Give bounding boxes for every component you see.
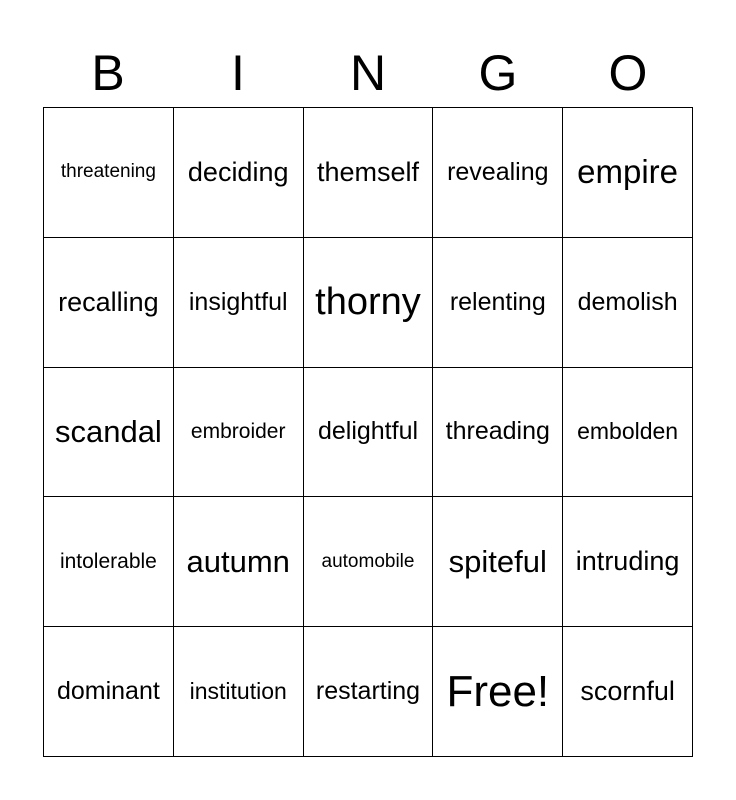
bingo-cell: autumn (174, 497, 304, 627)
header-letter-b: B (91, 45, 125, 101)
bingo-cell: intruding (563, 497, 693, 627)
bingo-cell: threatening (44, 108, 174, 238)
header-letter-o: O (608, 45, 648, 101)
bingo-cell: threading (433, 368, 563, 498)
bingo-card (43, 107, 693, 757)
bingo-cell: dominant (44, 627, 174, 757)
bingo-cell: delightful (304, 368, 434, 498)
header-letter-n: N (349, 45, 387, 101)
bingo-cell: institution (174, 627, 304, 757)
free-space-cell: Free! (433, 627, 563, 757)
bingo-cell: intolerable (44, 497, 174, 627)
bingo-cell: restarting (304, 627, 434, 757)
bingo-cell: themself (304, 108, 434, 238)
bingo-cell: relenting (433, 238, 563, 368)
bingo-cell: recalling (44, 238, 174, 368)
bingo-cell: spiteful (433, 497, 563, 627)
bingo-cell: automobile (304, 497, 434, 627)
bingo-cell: deciding (174, 108, 304, 238)
header-letter-g: G (478, 45, 518, 101)
bingo-header (43, 40, 693, 106)
bingo-cell: empire (563, 108, 693, 238)
bingo-cell: demolish (563, 238, 693, 368)
bingo-cell: embolden (563, 368, 693, 498)
bingo-cell: revealing (433, 108, 563, 238)
bingo-cell: embroider (174, 368, 304, 498)
bingo-cell: scornful (563, 627, 693, 757)
bingo-cell: thorny (304, 238, 434, 368)
header-letter-i: I (231, 45, 245, 101)
bingo-cell: scandal (44, 368, 174, 498)
bingo-cell: insightful (174, 238, 304, 368)
